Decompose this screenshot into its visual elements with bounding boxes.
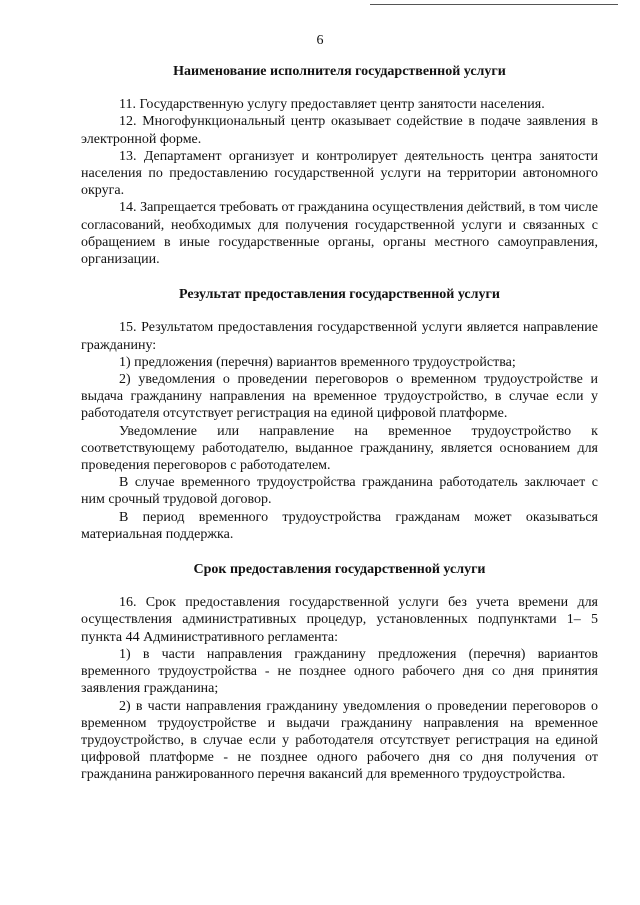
paragraph: 14. Запрещается требовать от гражданина осуществления действий, в том числе согласований, необходимых для получения государственной услуги и связанных с обращением в иные государственные органы, органы местного самоуправления, организации. [81, 200, 598, 268]
section-heading: Срок предоставления государственной услуги [193, 562, 486, 578]
paragraph: 1) в части направления гражданину предложения (перечня) вариантов временного трудоустройства - не позднее одного рабочего дня со дня принятия заявления гражданина; [81, 646, 598, 697]
spacer [81, 578, 598, 594]
page-number: 6 [316, 33, 324, 48]
spacer [81, 268, 598, 286]
paragraph: 2) уведомления о проведении переговоров о временном трудоустройстве и выдача гражданину направления на временное трудоустройство, в случае если у работодателя отсутствует регистрация на единой цифровой платформе. [81, 372, 598, 422]
spacer [81, 543, 598, 561]
paragraph: 13. Департамент организует и контролирует деятельность центра занятости населения по предоставлению государственной услуги на территории автономного округа. [81, 148, 598, 199]
section-heading: Наименование исполнителя государственной услуги [173, 64, 506, 79]
paragraph: 1) предложения (перечня) вариантов временного трудоустройства; [119, 354, 516, 370]
paragraph: 15. Результатом предоставления государственной услуги является направление гражданину: [81, 320, 598, 353]
section-heading: Результат предоставления государственной услуги [179, 287, 500, 303]
section-result [81, 286, 598, 543]
section-executor [81, 63, 598, 268]
paragraph: Уведомление или направление на временное трудоустройство к соответствующему работодателю, выданное гражданину, является основанием для проведения переговоров с работодателем. [81, 423, 598, 474]
header-rule [370, 4, 618, 5]
document-body [81, 63, 598, 784]
paragraph: 2) в части направления гражданину уведомления о проведении переговоров о временном трудоустройстве и выдачи гражданину направления на временное трудоустройство, в случае если у работодателя отсутствует регистрация на единой цифровой платформе - не позднее одного рабочего дня со дня получения от гражданина ранжированного перечня вакансий для временного трудоустройства. [81, 698, 598, 783]
spacer [81, 303, 598, 319]
paragraph: В период временного трудоустройства гражданам может оказываться материальная поддержка. [81, 509, 598, 542]
paragraph: 11. Государственную услугу предоставляет центр занятости населения. [119, 97, 545, 113]
paragraph: 16. Срок предоставления государственной услуги без учета времени для осуществления административных процедур, установленных подпунктами 1– 5 пункта 44 Административного регламента: [81, 595, 598, 645]
paragraph: 12. Многофункциональный центр оказывает содействие в подаче заявления в электронной форме. [81, 114, 598, 147]
paragraph: В случае временного трудоустройства гражданина работодатель заключает с ним срочный трудовой договор. [81, 475, 598, 508]
spacer [81, 80, 598, 96]
section-term [81, 561, 598, 783]
